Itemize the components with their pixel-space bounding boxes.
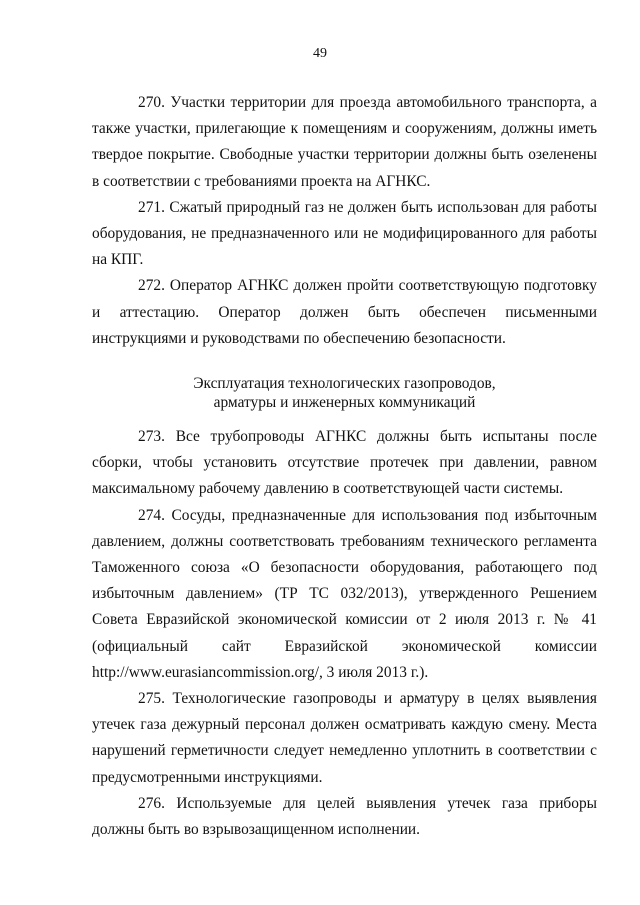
paragraph-274-continuation: http://www.eurasiancommission.org/, 3 июля 2013 г.).: [92, 663, 429, 681]
paragraph-272: 272. Оператор АГНКС должен пройти соответствующую подготовку и аттестацию. Оператор должен быть обеспечен письменными инструкциями и руководствами по обеспечению безопасности.: [92, 277, 597, 347]
paragraph-274: 274. Сосуды, предназначенные для использования под избыточным давлением, должны соответствовать требованиям технического регламента Таможенного союза «О безопасности оборудования, работающего под избыточным давлением» (ТР ТС 032/2013), утвержденного Решением Совета Евразийской экономической комиссии от 2 июля 2013 г. № 41 (официальный сайт Евразийской экономической комиссии: [92, 506, 597, 655]
paragraph-270: 270. Участки территории для проезда автомобильного транспорта, а также участки, прилегающие к помещениям и сооружениям, должны иметь твердое покрытие. Свободные участки территории должны быть озеленены в соответствии с требованиями проекта на АГНКС.: [92, 94, 597, 190]
paragraph-275: 275. Технологические газопроводы и арматуру в целях выявления утечек газа дежурный персонал должен осматривать каждую смену. Места нарушений герметичности следует немедленно уплотнить в соответствии с предусмотренными инструкциями.: [92, 690, 597, 786]
page-content: [92, 90, 597, 843]
paragraph-276: 276. Используемые для целей выявления утечек газа приборы должны быть во взрывозащищенном исполнении.: [92, 794, 597, 839]
section-heading-line-1: Эксплуатация технологических газопроводов,: [193, 375, 496, 393]
page-number: 49: [313, 46, 327, 61]
paragraph-273: 273. Все трубопроводы АГНКС должны быть испытаны после сборки, чтобы установить отсутствие протечек при давлении, равном максимальному рабочему давлению в соответствующей части системы.: [92, 428, 597, 498]
section-heading: [92, 374, 597, 412]
section-heading-line-2: арматуры и инженерных коммуникаций: [213, 394, 476, 412]
paragraph-271: 271. Сжатый природный газ не должен быть использован для работы оборудования, не предназначенного или не модифицированного для работы на КПГ.: [92, 198, 597, 269]
